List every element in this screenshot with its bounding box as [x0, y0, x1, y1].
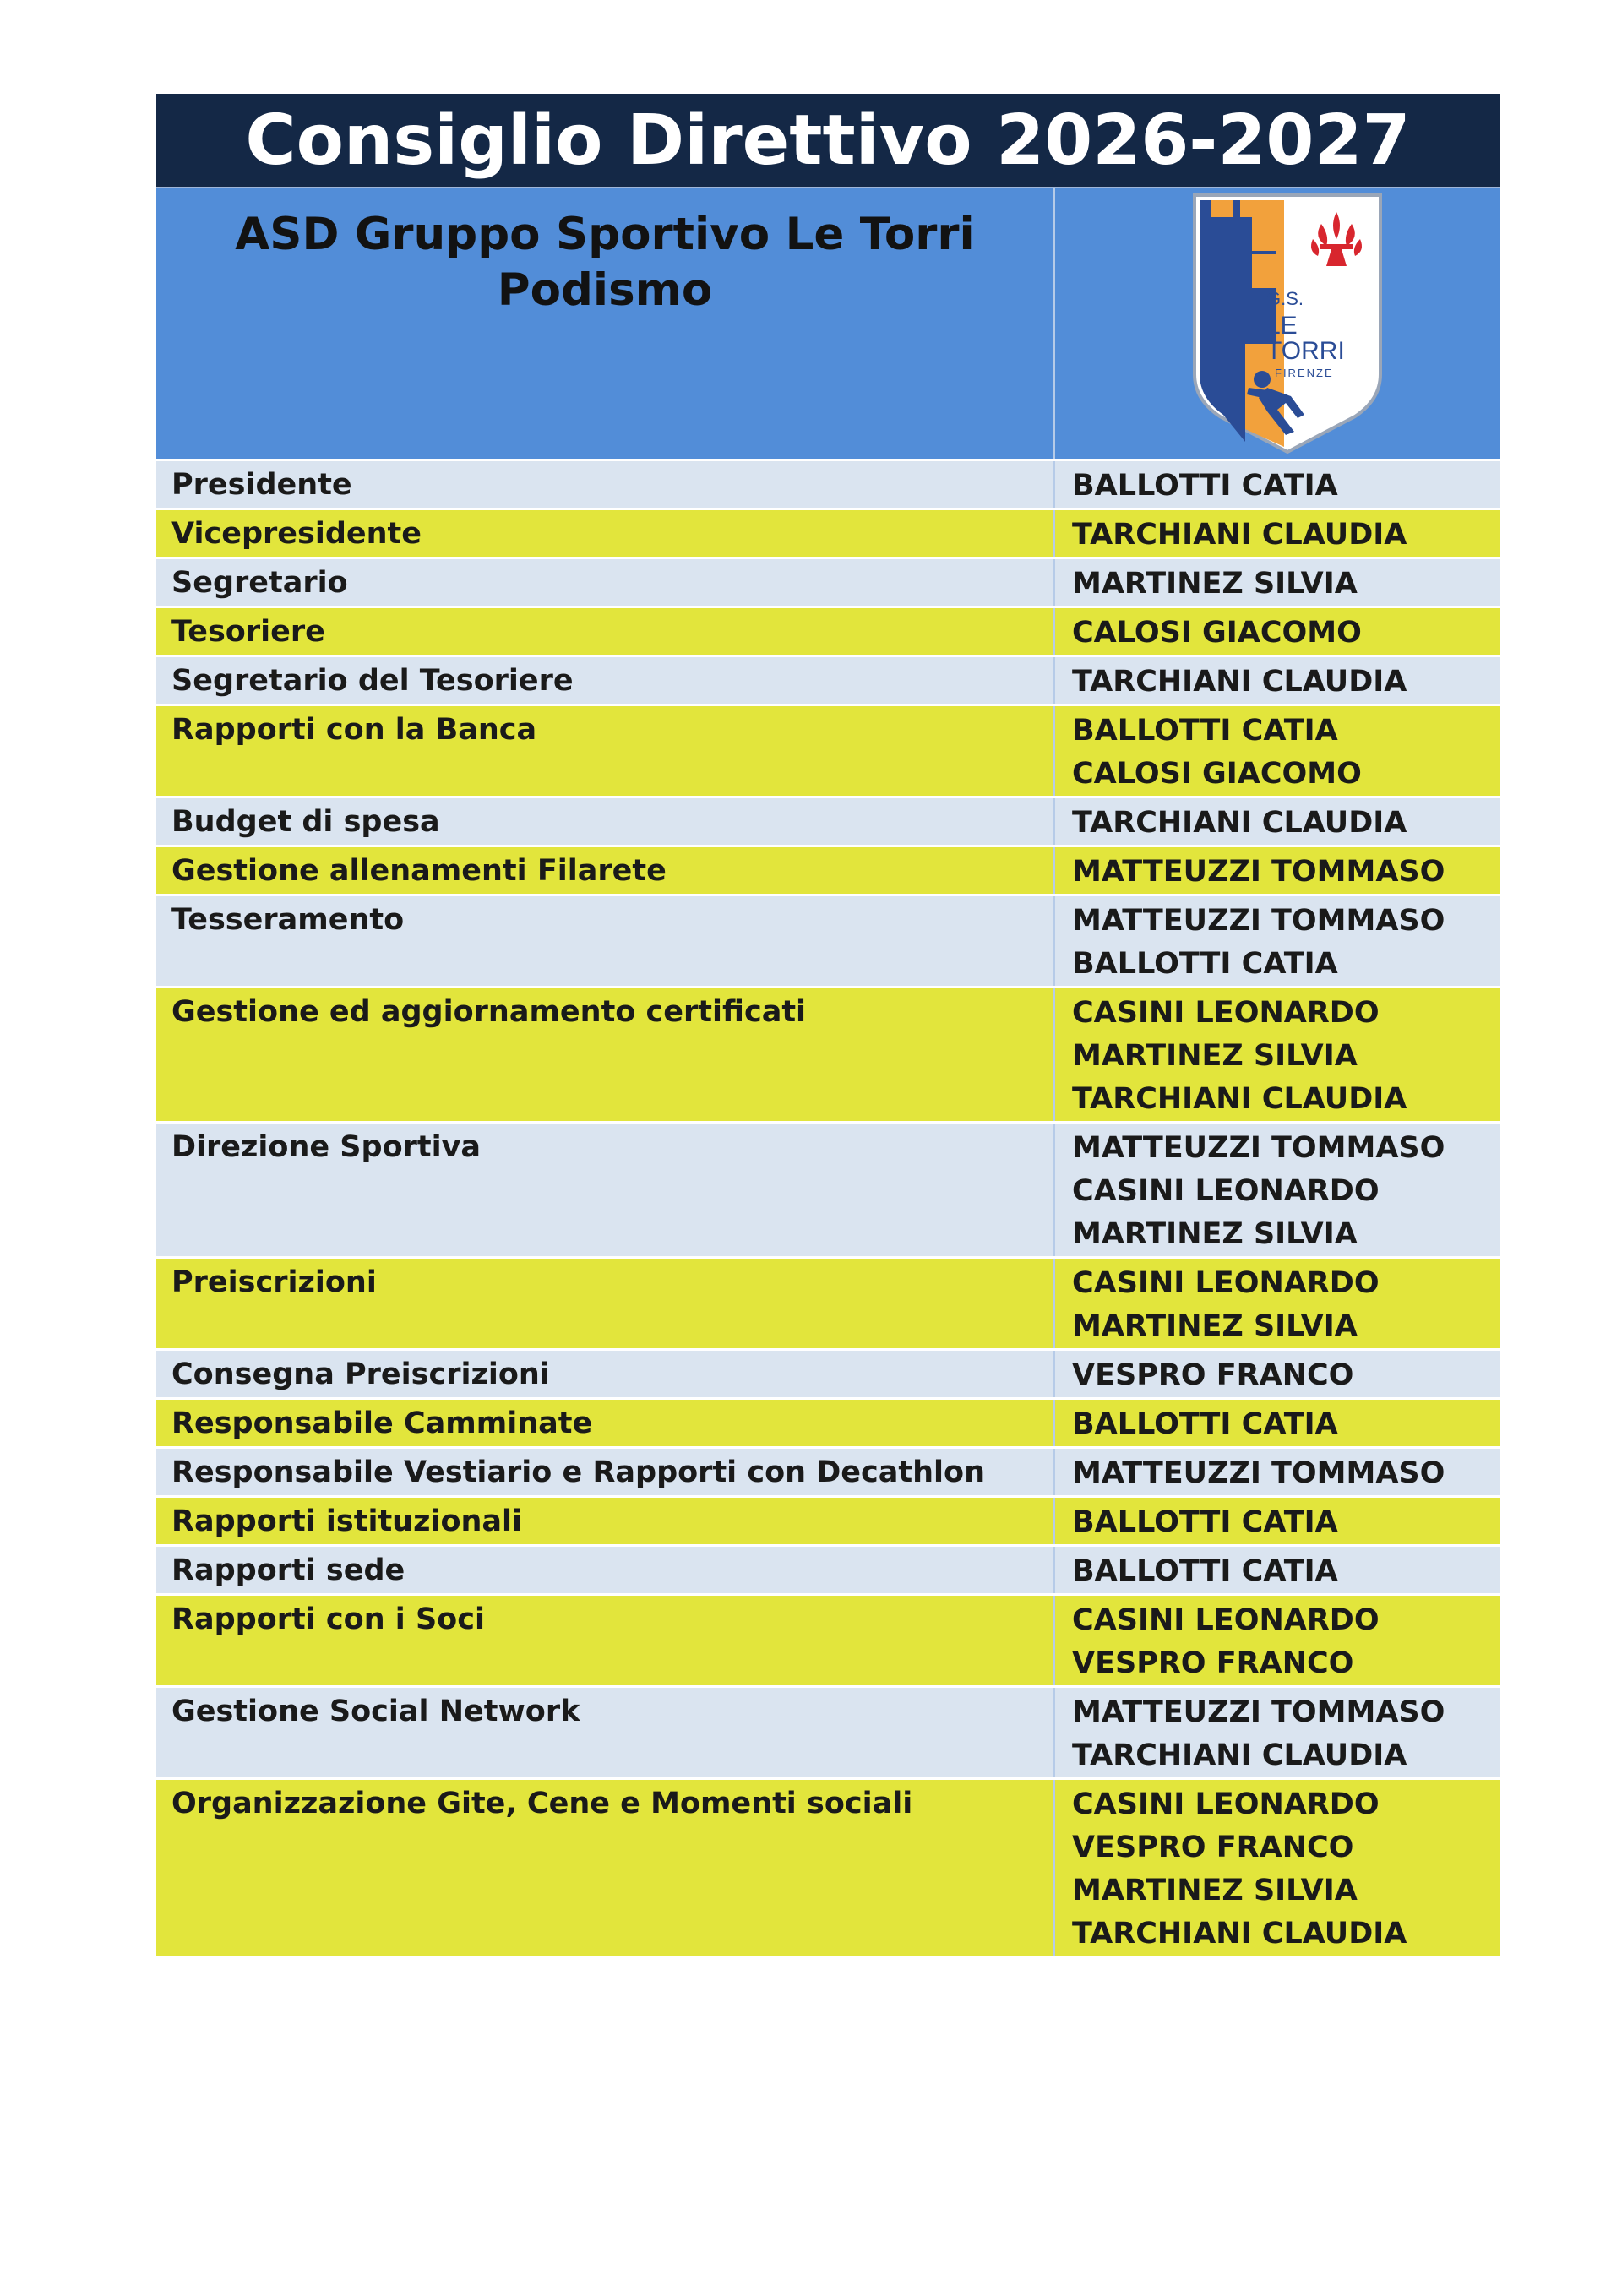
role-label: Presidente — [156, 461, 1055, 508]
member-name: MATTEUZZI TOMMASO — [1072, 904, 1445, 938]
organization-header — [156, 188, 1500, 459]
member-name: BALLOTTI CATIA — [1072, 1554, 1338, 1588]
assigned-members — [1055, 1449, 1500, 1495]
assigned-members — [1055, 461, 1500, 508]
assigned-members — [1055, 798, 1500, 845]
member-name: VESPRO FRANCO — [1072, 1358, 1354, 1392]
role-label: Responsabile Camminate — [156, 1400, 1055, 1446]
assigned-members — [1055, 1547, 1500, 1593]
role-label: Tesoriere — [156, 608, 1055, 655]
role-label: Segretario — [156, 559, 1055, 606]
member-name: CASINI LEONARDO — [1072, 996, 1380, 1030]
member-name: MATTEUZZI TOMMASO — [1072, 855, 1445, 889]
role-label: Vicepresidente — [156, 510, 1055, 557]
table-row — [156, 1495, 1500, 1544]
role-label: Responsabile Vestiario e Rapporti con Decathlon — [156, 1449, 1055, 1495]
member-name: BALLOTTI CATIA — [1072, 469, 1338, 503]
member-name: TARCHIANI CLAUDIA — [1072, 1738, 1407, 1772]
role-label: Segretario del Tesoriere — [156, 657, 1055, 704]
table-row — [156, 1446, 1500, 1495]
assigned-members — [1055, 559, 1500, 606]
assigned-members — [1055, 1498, 1500, 1544]
table-row — [156, 1685, 1500, 1777]
logo-text-city: FIRENZE — [1275, 367, 1334, 379]
member-name: MARTINEZ SILVIA — [1072, 1039, 1358, 1073]
table-row — [156, 1121, 1500, 1256]
member-name: MATTEUZZI TOMMASO — [1072, 1456, 1445, 1490]
table-row — [156, 1593, 1500, 1685]
member-name: MATTEUZZI TOMMASO — [1072, 1695, 1445, 1729]
member-name: BALLOTTI CATIA — [1072, 1407, 1338, 1441]
role-label: Rapporti istituzionali — [156, 1498, 1055, 1544]
table-row — [156, 986, 1500, 1121]
roles-table — [156, 459, 1500, 1956]
member-name: CALOSI GIACOMO — [1072, 757, 1362, 791]
assigned-members — [1055, 847, 1500, 894]
table-row — [156, 1348, 1500, 1397]
member-name: VESPRO FRANCO — [1072, 1646, 1354, 1680]
role-label: Gestione Social Network — [156, 1688, 1055, 1777]
table-row — [156, 655, 1500, 704]
member-name: CASINI LEONARDO — [1072, 1603, 1380, 1637]
assigned-members — [1055, 1400, 1500, 1446]
member-name: TARCHIANI CLAUDIA — [1072, 518, 1407, 552]
member-name: VESPRO FRANCO — [1072, 1831, 1354, 1864]
member-name: TARCHIANI CLAUDIA — [1072, 665, 1407, 699]
role-label: Gestione ed aggiornamento certificati — [156, 988, 1055, 1121]
table-row — [156, 557, 1500, 606]
member-name: CASINI LEONARDO — [1072, 1787, 1380, 1821]
assigned-members — [1055, 1688, 1500, 1777]
table-row — [156, 1777, 1500, 1956]
logo-text — [1266, 290, 1376, 378]
member-name: BALLOTTI CATIA — [1072, 714, 1338, 748]
role-label: Tesseramento — [156, 896, 1055, 986]
role-label: Budget di spesa — [156, 798, 1055, 845]
table-row — [156, 704, 1500, 796]
member-name: MARTINEZ SILVIA — [1072, 1874, 1358, 1907]
member-name: BALLOTTI CATIA — [1072, 1505, 1338, 1539]
logo-cell — [1055, 188, 1500, 459]
member-name: CALOSI GIACOMO — [1072, 616, 1362, 650]
assigned-members — [1055, 896, 1500, 986]
member-name: MARTINEZ SILVIA — [1072, 1309, 1358, 1343]
table-row — [156, 894, 1500, 986]
role-label: Rapporti con la Banca — [156, 706, 1055, 796]
member-name: MARTINEZ SILVIA — [1072, 567, 1358, 601]
table-row — [156, 1397, 1500, 1446]
assigned-members — [1055, 1259, 1500, 1348]
role-label: Gestione allenamenti Filarete — [156, 847, 1055, 894]
role-label: Organizzazione Gite, Cene e Momenti sociali — [156, 1780, 1055, 1956]
member-name: TARCHIANI CLAUDIA — [1072, 1082, 1407, 1116]
table-row — [156, 1256, 1500, 1348]
role-label: Consegna Preiscrizioni — [156, 1351, 1055, 1397]
table-row — [156, 845, 1500, 894]
role-label: Preiscrizioni — [156, 1259, 1055, 1348]
assigned-members — [1055, 1780, 1500, 1956]
member-name: CASINI LEONARDO — [1072, 1266, 1380, 1300]
organization-name-line2: Podismo — [497, 264, 713, 316]
council-document — [156, 94, 1500, 1956]
table-row — [156, 508, 1500, 557]
table-row — [156, 1544, 1500, 1593]
table-row — [156, 796, 1500, 845]
assigned-members — [1055, 1596, 1500, 1685]
logo-text-gs: G.S. — [1266, 288, 1304, 309]
organization-name-line1: ASD Gruppo Sportivo Le Torri — [235, 209, 975, 260]
assigned-members — [1055, 510, 1500, 557]
member-name: MATTEUZZI TOMMASO — [1072, 1131, 1445, 1165]
member-name: BALLOTTI CATIA — [1072, 947, 1338, 981]
member-name: TARCHIANI CLAUDIA — [1072, 806, 1407, 840]
role-label: Direzione Sportiva — [156, 1124, 1055, 1256]
assigned-members — [1055, 657, 1500, 704]
member-name: TARCHIANI CLAUDIA — [1072, 1917, 1407, 1951]
assigned-members — [1055, 1351, 1500, 1397]
assigned-members — [1055, 1124, 1500, 1256]
table-row — [156, 459, 1500, 508]
assigned-members — [1055, 608, 1500, 655]
organization-name — [156, 188, 1055, 459]
assigned-members — [1055, 988, 1500, 1121]
document-title: Consiglio Direttivo 2026-2027 — [156, 94, 1500, 188]
table-row — [156, 606, 1500, 655]
member-name: CASINI LEONARDO — [1072, 1174, 1380, 1208]
role-label: Rapporti con i Soci — [156, 1596, 1055, 1685]
member-name: MARTINEZ SILVIA — [1072, 1217, 1358, 1251]
logo-text-name: LE TORRI — [1266, 312, 1345, 365]
role-label: Rapporti sede — [156, 1547, 1055, 1593]
assigned-members — [1055, 706, 1500, 796]
